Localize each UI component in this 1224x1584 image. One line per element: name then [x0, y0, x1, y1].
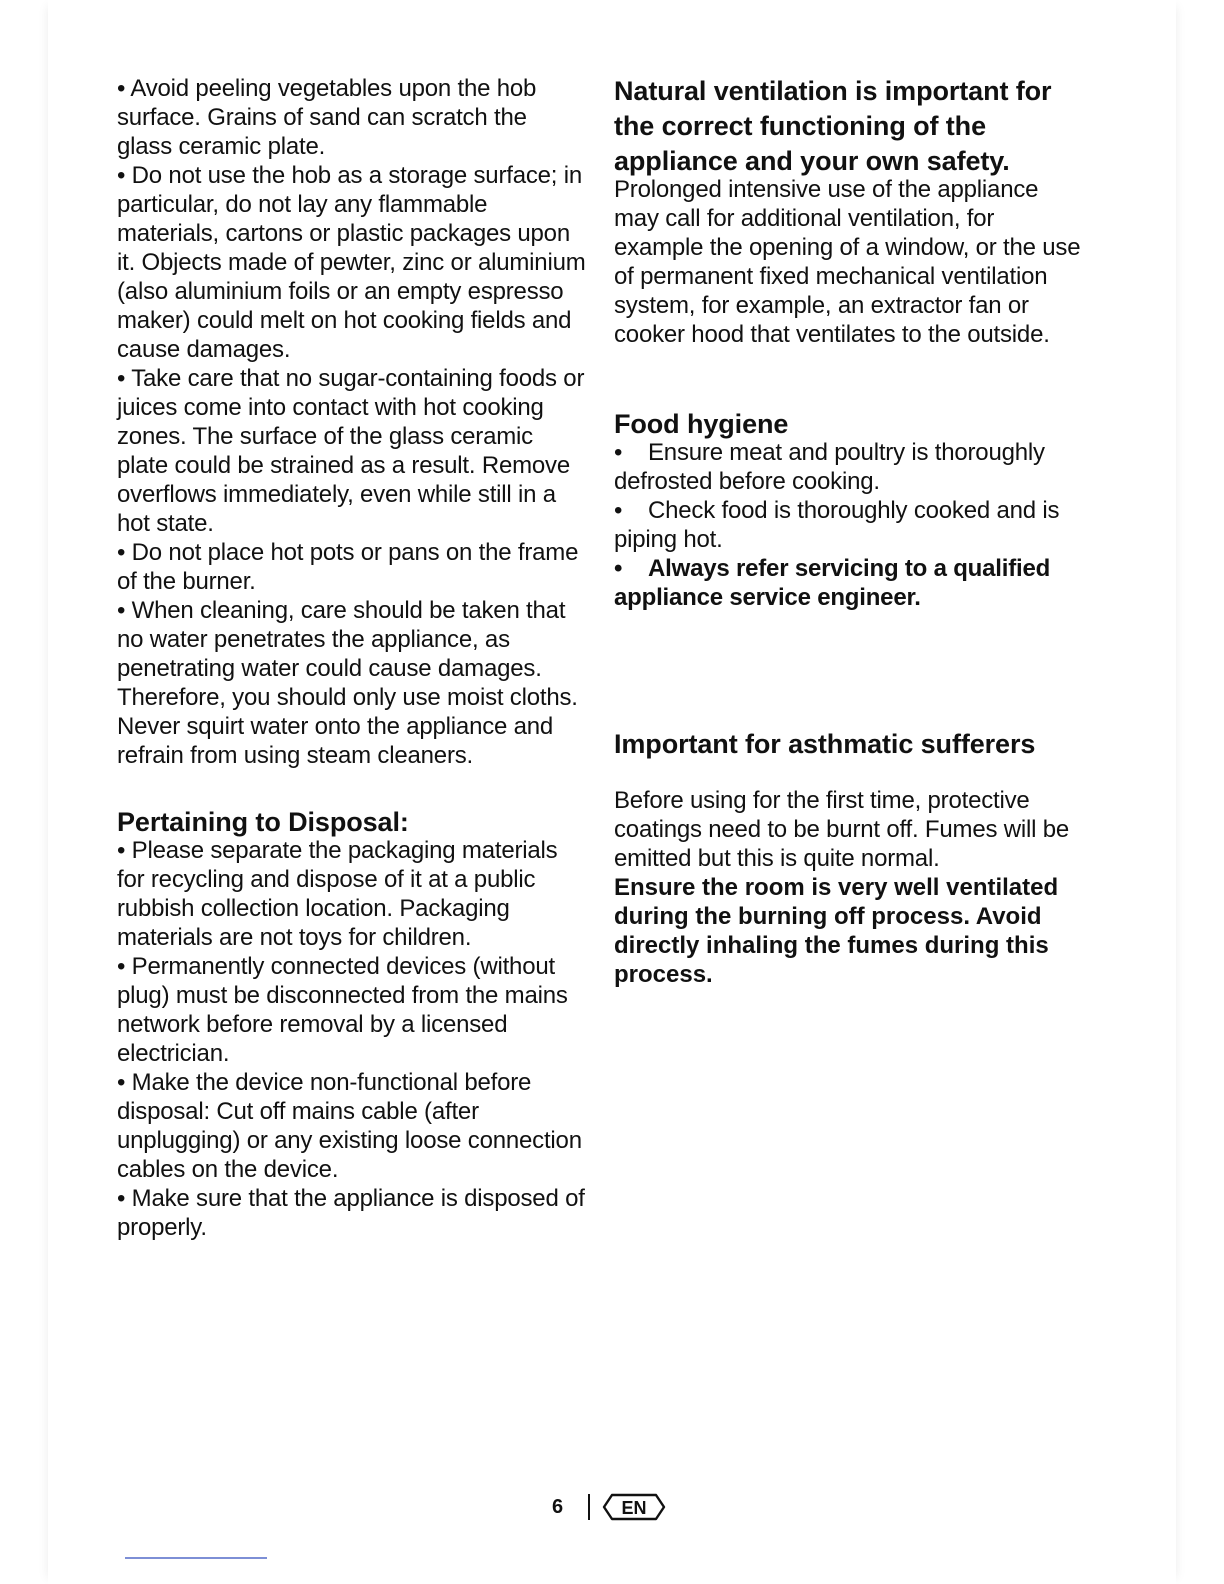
left-column: [117, 74, 587, 1242]
page-footer: [552, 1492, 666, 1522]
food-hygiene-bold-item: [614, 554, 1086, 612]
ventilation-heading: Natural ventilation is important for the correct functioning of the appliance and your own safety.: [614, 76, 1052, 176]
disposal-bullet-item: • Please separate the packaging materials for recycling and dispose of it at a public rubbish collection location. Packaging materials are not toys for children.: [117, 837, 558, 951]
food-hygiene-item-text: Ensure meat and poultry is thoroughly defrosted before cooking.: [614, 439, 1045, 495]
asthma-warning: Ensure the room is very well ventilated during the burning off process. Avoid directly inhaling the fumes during this process.: [614, 874, 1059, 988]
bullet-icon: •: [614, 555, 623, 582]
food-hygiene-item: [614, 496, 1086, 554]
disposal-bullet-list: [117, 836, 587, 1242]
language-badge-label: EN: [621, 1498, 647, 1518]
disposal-bullet-item: • Permanently connected devices (without plug) must be disconnected from the mains network before removal by a licensed electrician.: [117, 953, 568, 1067]
care-bullet-item: • Take care that no sugar-containing foods or juices come into contact with hot cooking zones. The surface of the glass ceramic plate could be strained as a result. Remove overflows immediately, even while still in a hot state.: [117, 365, 585, 537]
scan-underline-mark: [125, 1557, 267, 1559]
care-bullet-list: [117, 74, 587, 770]
disposal-heading: Pertaining to Disposal:: [117, 807, 409, 837]
food-hygiene-list: [614, 438, 1086, 612]
care-bullet-item: • Do not use the hob as a storage surface; in particular, do not lay any flammable materials, cartons or plastic packages upon it. Objects made of pewter, zinc or aluminium (also aluminium foils or an empty espresso maker) could melt on hot cooking fields and cause damages.: [117, 162, 586, 363]
care-bullet-item: • Avoid peeling vegetables upon the hob surface. Grains of sand can scratch the glass ceramic plate.: [117, 75, 537, 160]
asthma-heading: Important for asthmatic sufferers: [614, 729, 1036, 759]
footer-divider: [588, 1494, 590, 1520]
food-hygiene-bold-item-text: Always refer servicing to a qualified appliance service engineer.: [614, 555, 1051, 611]
page-number: 6: [552, 1495, 564, 1518]
language-badge-icon: [602, 1493, 666, 1521]
asthma-body: Before using for the first time, protective coatings need to be burnt off. Fumes will be emitted but this is quite normal.: [614, 787, 1070, 872]
bullet-icon: •: [614, 439, 623, 466]
care-bullet-item: • When cleaning, care should be taken that no water penetrates the appliance, as penetrating water could cause damages. Therefore, you should only use moist cloths. Never squirt water onto the appliance and refrain from using steam cleaners.: [117, 597, 578, 769]
disposal-bullet-item: • Make the device non-functional before disposal: Cut off mains cable (after unplugging) or any existing loose connection cables on the device.: [117, 1069, 582, 1183]
care-bullet-item: • Do not place hot pots or pans on the frame of the burner.: [117, 539, 579, 595]
bullet-icon: •: [614, 497, 623, 524]
disposal-bullet-item: • Make sure that the appliance is disposed of properly.: [117, 1185, 585, 1241]
food-hygiene-item-text: Check food is thoroughly cooked and is piping hot.: [614, 497, 1060, 553]
food-hygiene-heading: Food hygiene: [614, 409, 789, 439]
food-hygiene-item: [614, 438, 1086, 496]
ventilation-body: Prolonged intensive use of the appliance may call for additional ventilation, for example the opening of a window, or the use of permanent fixed mechanical ventilation system, for example, an extractor fan or cooker hood that ventilates to the outside.: [614, 176, 1081, 348]
right-column: [614, 74, 1086, 989]
